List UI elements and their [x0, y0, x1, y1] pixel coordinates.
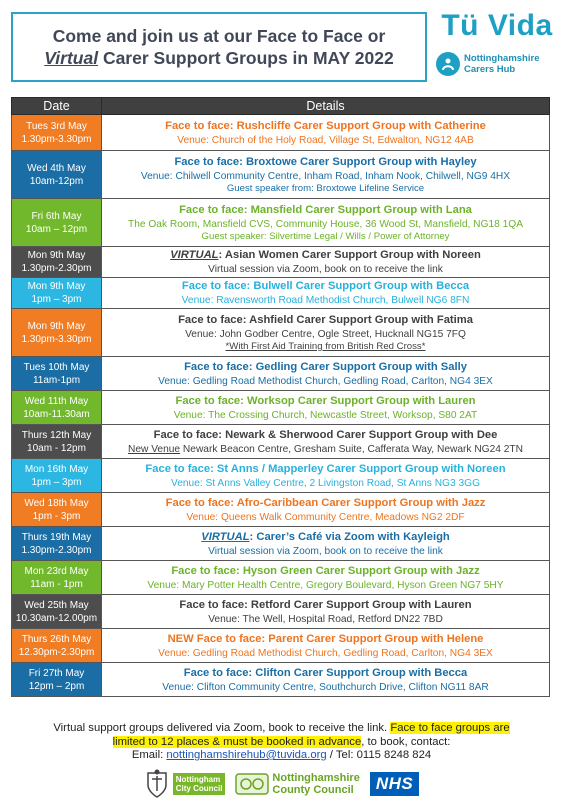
group-title-text: Face to face: Hyson Green Carer Support Group with Jazz	[171, 564, 480, 577]
row-date-cell	[12, 459, 102, 493]
row-details-cell	[102, 357, 550, 391]
county-council-text	[272, 772, 359, 796]
group-title	[105, 666, 546, 681]
row-date-cell	[12, 493, 102, 527]
group-venue	[105, 681, 546, 694]
group-venue	[105, 134, 546, 147]
guest-speaker: Guest speaker from: Broxtowe Lifeline Service	[226, 182, 425, 194]
tuvida-logo	[436, 8, 558, 92]
row-details-cell	[102, 493, 550, 527]
row-date-time: 12pm – 2pm	[28, 680, 85, 692]
row-date-cell	[12, 278, 102, 309]
city-council-line-2: City Council	[175, 784, 223, 793]
city-council-logo	[144, 769, 226, 799]
group-title-text: Face to face: Broxtowe Carer Support Group with Hayley	[174, 155, 477, 168]
schedule-row	[12, 199, 550, 247]
nhs-logo: NHS	[370, 772, 419, 796]
footer-line-2	[0, 736, 563, 750]
training-note: *With First Aid Training from British Red Cross*	[225, 340, 426, 352]
group-title	[105, 203, 546, 218]
group-title	[105, 564, 546, 579]
group-title	[105, 428, 546, 443]
row-date-cell	[12, 527, 102, 561]
row-date-time: 1.30pm-2.30pm	[21, 263, 92, 274]
row-details-cell	[102, 459, 550, 493]
group-title-text: Face to face: Mansfield Carer Support Group with Lana	[179, 203, 472, 216]
schedule-row	[12, 663, 550, 697]
group-title	[105, 313, 546, 328]
group-title-text: Face to face: Clifton Carer Support Group with Becca	[183, 666, 468, 679]
group-venue-text: Venue: Ravensworth Road Methodist Church, Bulwell NG6 8FN	[181, 295, 470, 306]
row-details-cell	[102, 663, 550, 697]
group-title	[105, 248, 546, 263]
schedule-row	[12, 561, 550, 595]
email-label: Email:	[131, 749, 164, 761]
row-details-cell	[102, 629, 550, 663]
row-date-day: Mon 16th May	[24, 463, 89, 475]
row-date-time: 10.30am-12.00pm	[15, 612, 98, 624]
carers-hub-icon	[436, 52, 460, 76]
row-date-cell	[12, 115, 102, 151]
row-date-time: 11am - 1pm	[30, 578, 83, 590]
row-date-day: Fri 27th May	[28, 667, 85, 679]
row-date-cell	[12, 247, 102, 278]
row-date-day: Tues 10th May	[23, 361, 90, 373]
group-title-text: Face to face: Gedling Carer Support Group with Sally	[184, 360, 467, 373]
schedule-row	[12, 493, 550, 527]
row-date-cell	[12, 151, 102, 199]
row-date-cell	[12, 663, 102, 697]
group-venue-text: Venue: Gedling Road Methodist Church, Gedling Road, Carlton, NG4 3EX	[158, 647, 493, 659]
group-title-text: NEW Face to face: Parent Carer Support Group with Helene	[167, 632, 484, 645]
group-venue-text: Venue: Mary Potter Health Centre, Gregory Boulevard, Hyson Green NG7 5HY	[147, 579, 504, 591]
group-venue	[105, 170, 546, 183]
row-details-cell	[102, 199, 550, 247]
schedule-row	[12, 425, 550, 459]
group-venue	[105, 218, 546, 231]
schedule-row	[12, 595, 550, 629]
group-title	[105, 530, 546, 545]
row-date-time: 10am-12pm	[29, 175, 84, 187]
schedule-table	[11, 97, 550, 697]
row-date-time: 12.30pm-2.30pm	[18, 646, 95, 658]
row-date-time: 1pm – 3pm	[31, 294, 82, 305]
footer-highlight-2: limited to 12 places & must be booked in advance	[112, 735, 362, 748]
group-venue	[105, 511, 546, 524]
group-venue	[105, 328, 546, 341]
row-date-day: Mon 9th May	[27, 320, 86, 332]
county-council-line-1: Nottinghamshire	[272, 772, 360, 784]
county-council-logo	[235, 771, 359, 797]
footer-line-3	[0, 749, 563, 763]
header	[0, 0, 563, 95]
row-date-time: 1.30pm-3.30pm	[21, 133, 92, 145]
row-date-time: 10am - 12pm	[27, 442, 86, 454]
row-date-time: 1.30pm-3.30pm	[21, 333, 92, 345]
group-venue	[105, 545, 546, 558]
row-date-cell	[12, 561, 102, 595]
group-venue	[105, 477, 546, 490]
group-venue	[105, 443, 546, 456]
row-details-cell	[102, 391, 550, 425]
group-title	[105, 496, 546, 511]
row-details-cell	[102, 115, 550, 151]
schedule-row	[12, 309, 550, 357]
city-council-text	[173, 773, 226, 795]
row-details-cell	[102, 527, 550, 561]
group-title-text: : Asian Women Carer Support Group with Noreen	[218, 249, 481, 261]
row-date-day: Thurs 26th May	[21, 633, 92, 645]
virtual-tag: VIRTUAL	[201, 530, 250, 543]
group-venue-text: Venue: Gedling Road Methodist Church, Gedling Road, Carlton, NG4 3EX	[158, 375, 493, 387]
row-details-cell	[102, 151, 550, 199]
hub-line-1: Nottinghamshire	[464, 53, 540, 64]
group-venue	[105, 613, 546, 626]
group-title-text: Face to face: Afro-Caribbean Carer Support Group with Jazz	[165, 496, 486, 509]
schedule-row	[12, 278, 550, 309]
group-venue-text: Virtual session via Zoom, book on to receive the link	[208, 545, 443, 557]
carers-hub-logo	[436, 52, 558, 76]
group-venue-text: Venue: Clifton Community Centre, Southchurch Drive, Clifton NG11 8AR	[162, 681, 489, 693]
group-venue-text: Venue: Church of the Holy Road, Village St, Edwalton, NG12 4AB	[177, 134, 474, 146]
schedule-row	[12, 357, 550, 391]
row-date-cell	[12, 357, 102, 391]
row-date-day: Tues 3rd May	[26, 120, 87, 132]
row-details-cell	[102, 278, 550, 309]
group-title-text: Face to face: Rushcliffe Carer Support Group with Catherine	[165, 119, 486, 132]
group-title	[105, 279, 546, 294]
row-date-time: 1pm – 3pm	[31, 476, 82, 488]
row-date-cell	[12, 595, 102, 629]
city-council-line-1: Nottingham	[175, 775, 221, 784]
county-emblem-icon	[235, 771, 269, 797]
row-date-day: Thurs 12th May	[21, 429, 92, 441]
row-date-day: Mon 9th May	[27, 250, 86, 261]
group-title-text: Face to face: St Anns / Mapperley Carer Support Group with Noreen	[145, 462, 506, 475]
footer-highlight-1: Face to face groups are	[390, 722, 510, 734]
group-title	[105, 598, 546, 613]
schedule-row	[12, 247, 550, 278]
row-date-time: 10am – 12pm	[25, 223, 88, 235]
table-header-row	[12, 98, 550, 115]
title-line-2	[44, 47, 393, 69]
group-venue	[105, 294, 546, 307]
row-date-time: 1.30pm-2.30pm	[21, 544, 92, 556]
row-date-time: 10am-11.30am	[23, 408, 90, 420]
guest-speaker: Guest speaker: Silvertime Legal / Wills / Power of Attorney	[201, 230, 450, 242]
telephone: / Tel: 0115 8248 824	[326, 749, 432, 761]
group-venue-text: Venue: The Well, Hospital Road, Retford DN22 7BD	[208, 613, 443, 625]
group-title	[105, 119, 546, 134]
schedule-row	[12, 151, 550, 199]
group-venue-text: The Oak Room, Mansfield CVS, Community House, 36 Wood St, Mansfield, NG18 1QA	[127, 218, 524, 230]
group-title-text: : Carer’s Café via Zoom with Kayleigh	[249, 530, 450, 543]
row-details-cell	[102, 309, 550, 357]
title-line-2-rest: Carer Support Groups in MAY 2022	[98, 48, 394, 68]
group-venue-text: Newark Beacon Centre, Gresham Suite, Cafferata Way, Newark NG24 2TN	[180, 443, 524, 455]
email-link[interactable]: nottinghamshirehub@tuvida.org	[166, 749, 327, 761]
row-date-time: 11am-1pm	[32, 374, 81, 386]
crest-icon	[144, 769, 170, 799]
row-date-time: 1pm - 3pm	[32, 510, 81, 522]
footer-contact-note: , to book, contact:	[361, 735, 451, 748]
group-title	[105, 155, 546, 170]
schedule-row	[12, 629, 550, 663]
group-venue	[105, 647, 546, 660]
group-venue	[105, 375, 546, 388]
group-venue-text: Venue: Chilwell Community Centre, Inham Road, Inham Nook, Chilwell, NG9 4HX	[140, 170, 511, 182]
row-date-day: Wed 4th May	[27, 162, 86, 174]
group-title-text: Face to face: Newark & Sherwood Carer Support Group with Dee	[153, 428, 498, 441]
row-details-cell	[102, 425, 550, 459]
partner-logos	[0, 766, 563, 802]
group-title	[105, 394, 546, 409]
group-title-text: Face to face: Worksop Carer Support Group with Lauren	[175, 394, 476, 407]
row-date-day: Thurs 19th May	[21, 531, 92, 543]
group-venue-text: Virtual session via Zoom, book on to receive the link	[208, 264, 443, 275]
schedule-row	[12, 527, 550, 561]
group-venue-text: Venue: John Godber Centre, Ogle Street, Hucknall NG15 7FQ	[185, 328, 466, 340]
group-venue-text: Venue: Queens Walk Community Centre, Meadows NG2 2DF	[186, 511, 465, 523]
row-date-cell	[12, 309, 102, 357]
group-venue	[105, 409, 546, 422]
group-title	[105, 462, 546, 477]
group-venue	[105, 579, 546, 592]
row-details-cell	[102, 561, 550, 595]
title-virtual-word: Virtual	[44, 48, 99, 68]
title-line-1: Come and join us at our Face to Face or	[52, 26, 386, 46]
hub-line-2: Carers Hub	[464, 64, 516, 75]
row-details-cell	[102, 247, 550, 278]
new-venue-label: New Venue	[127, 443, 181, 455]
schedule-row	[12, 459, 550, 493]
group-venue-text: Venue: St Anns Valley Centre, 2 Livingston Road, St Anns NG3 3GG	[170, 477, 480, 489]
row-date-day: Wed 11th May	[24, 395, 89, 407]
row-date-cell	[12, 391, 102, 425]
footer-virtual-note: Virtual support groups delivered via Zoom, book to receive the link.	[53, 722, 388, 734]
schedule-rows	[12, 115, 550, 697]
row-date-cell	[12, 425, 102, 459]
group-title	[105, 632, 546, 647]
footer-line-1	[0, 722, 563, 736]
row-date-day: Mon 23rd May	[24, 565, 89, 577]
row-date-day: Mon 9th May	[27, 281, 86, 292]
virtual-tag: VIRTUAL	[170, 249, 219, 261]
group-title	[105, 360, 546, 375]
schedule-row	[12, 115, 550, 151]
row-date-cell	[12, 629, 102, 663]
county-council-line-2: County Council	[272, 784, 354, 796]
group-title-text: Face to face: Retford Carer Support Group with Lauren	[179, 598, 472, 611]
schedule-row	[12, 391, 550, 425]
tuvida-wordmark: Tü Vida	[441, 9, 553, 42]
row-date-cell	[12, 199, 102, 247]
carers-hub-text	[464, 53, 539, 75]
group-title-text: Face to face: Ashfield Carer Support Group with Fatima	[178, 313, 473, 326]
row-date-day: Wed 18th May	[24, 497, 89, 509]
column-header-date: Date	[12, 98, 102, 115]
row-details-cell	[102, 595, 550, 629]
title-box	[11, 12, 427, 82]
group-title-text: Face to face: Bulwell Carer Support Group with Becca	[181, 280, 470, 292]
group-venue	[105, 263, 546, 276]
group-venue-text: Venue: The Crossing Church, Newcastle Street, Worksop, S80 2AT	[173, 409, 478, 421]
column-header-details: Details	[102, 98, 550, 115]
row-date-day: Wed 25th May	[24, 599, 89, 611]
footer	[0, 722, 563, 763]
row-date-day: Fri 6th May	[31, 210, 82, 222]
